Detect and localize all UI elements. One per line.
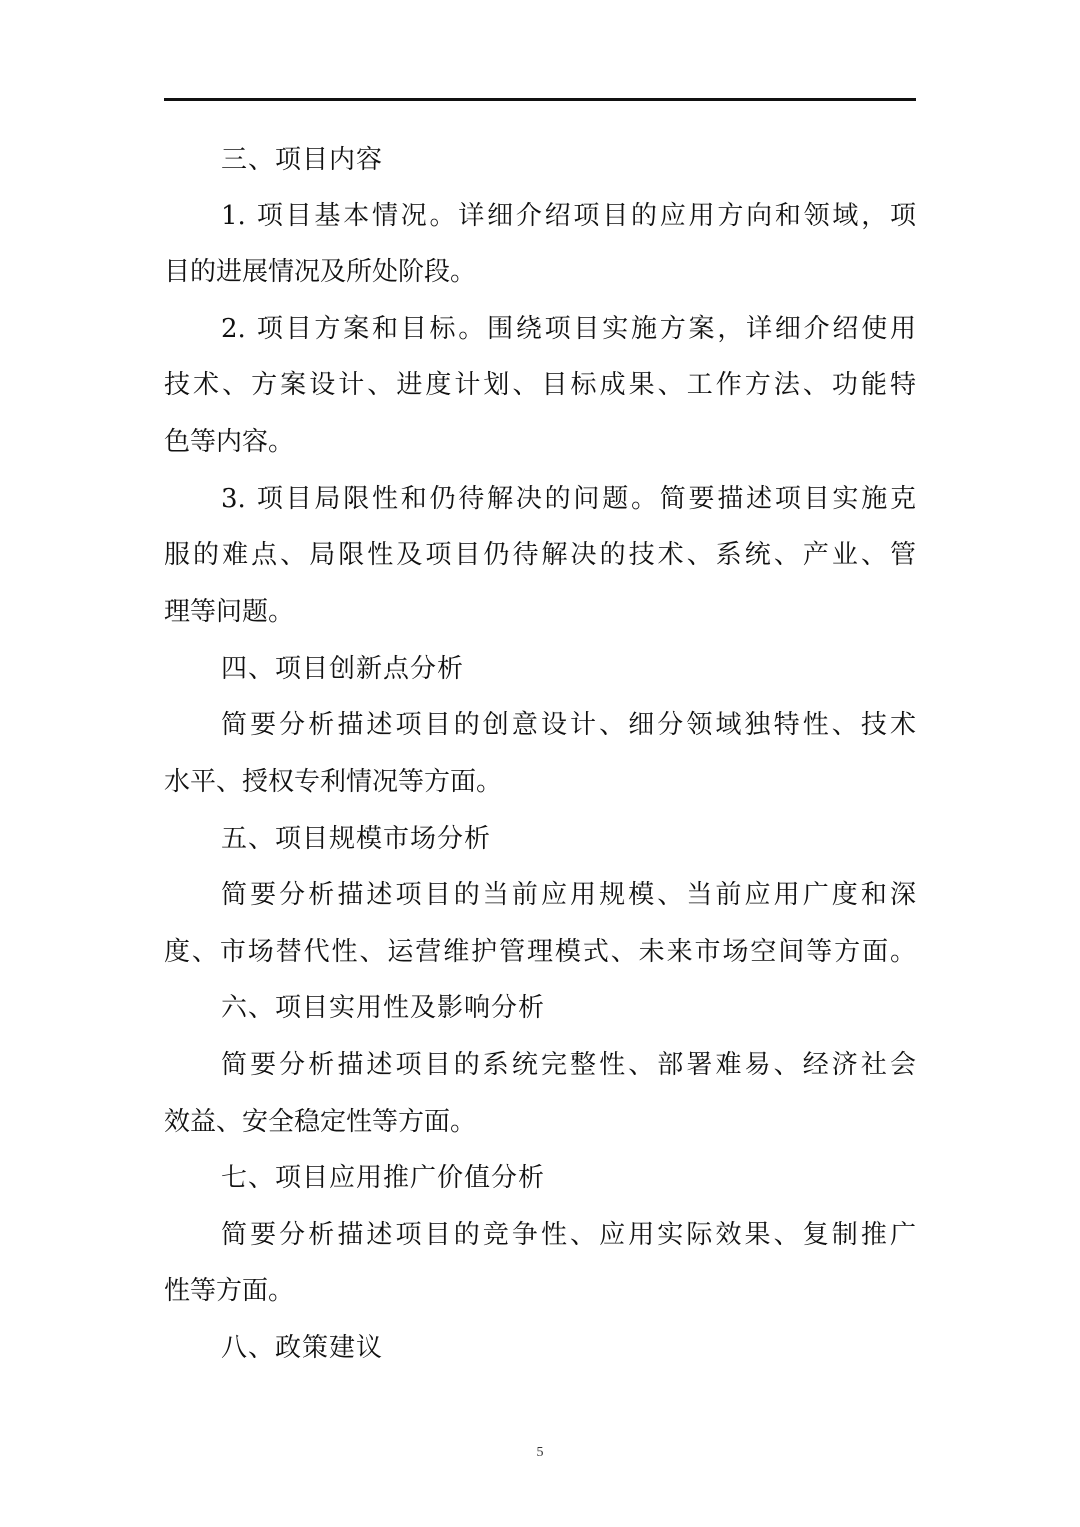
section-heading-6: 六、项目实用性及影响分析 <box>221 993 546 1023</box>
paragraph-3-3-line-1: 3. 项目局限性和仍待解决的问题。简要描述项目实施克 <box>221 484 916 514</box>
paragraph-3-2-line-1: 2. 项目方案和目标。围绕项目实施方案，详细介绍使用 <box>221 314 916 344</box>
section-heading-3: 三、项目内容 <box>221 145 384 175</box>
paragraph-3-3-line-3: 理等问题。 <box>164 597 295 627</box>
section-heading-5: 五、项目规模市场分析 <box>221 824 492 854</box>
paragraph-3-2-line-2: 技术、方案设计、进度计划、目标成果、工作方法、功能特 <box>164 370 916 400</box>
paragraph-3-3-line-2: 服的难点、局限性及项目仍待解决的技术、系统、产业、管 <box>164 540 916 570</box>
paragraph-6-line-2: 效益、安全稳定性等方面。 <box>164 1107 477 1137</box>
paragraph-6-line-1: 简要分析描述项目的系统完整性、部署难易、经济社会 <box>221 1050 916 1080</box>
paragraph-7-line-1: 简要分析描述项目的竞争性、应用实际效果、复制推广 <box>221 1220 916 1250</box>
paragraph-3-1-line-2: 目的进展情况及所处阶段。 <box>164 257 477 287</box>
paragraph-7-line-2: 性等方面。 <box>164 1276 295 1306</box>
section-heading-8: 八、政策建议 <box>221 1333 384 1363</box>
header-rule <box>164 98 916 101</box>
paragraph-3-2-line-3: 色等内容。 <box>164 427 295 457</box>
section-heading-4: 四、项目创新点分析 <box>221 654 465 684</box>
paragraph-4-line-2: 水平、授权专利情况等方面。 <box>164 767 503 797</box>
paragraph-3-1-line-1: 1. 项目基本情况。详细介绍项目的应用方向和领域，项 <box>221 201 916 231</box>
paragraph-4-line-1: 简要分析描述项目的创意设计、细分领域独特性、技术 <box>221 710 916 740</box>
page-number: 5 <box>536 1445 544 1460</box>
paragraph-5-line-1: 简要分析描述项目的当前应用规模、当前应用广度和深 <box>221 880 916 910</box>
section-heading-7: 七、项目应用推广价值分析 <box>221 1163 546 1193</box>
paragraph-5-line-2: 度、市场替代性、运营维护管理模式、未来市场空间等方面。 <box>164 937 916 967</box>
